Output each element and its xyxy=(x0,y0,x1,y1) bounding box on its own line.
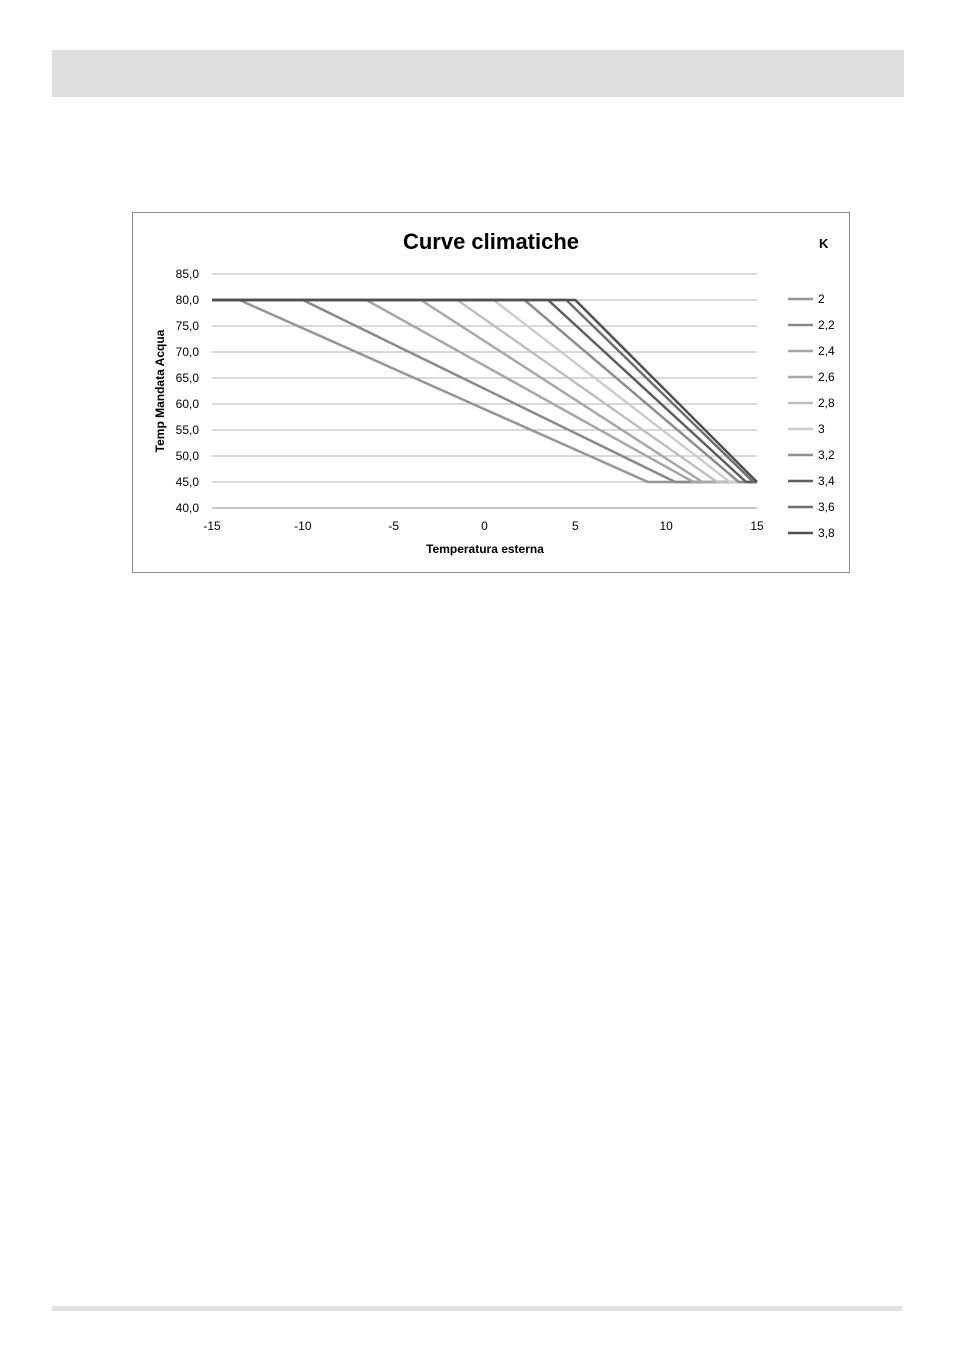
y-tick-label: 55,0 xyxy=(175,423,199,437)
x-tick-label: 15 xyxy=(750,519,764,533)
x-tick-label: 5 xyxy=(571,519,579,533)
y-tick-label: 65,0 xyxy=(175,371,199,385)
y-tick-label: 80,0 xyxy=(175,293,199,307)
series-line-2-6 xyxy=(212,300,757,482)
legend-label: 2,8 xyxy=(818,396,835,410)
legend-label: 3,2 xyxy=(818,448,835,462)
series-line-3 xyxy=(212,300,757,482)
series-line-3-8 xyxy=(212,300,757,482)
legend-label: 3,8 xyxy=(818,526,835,540)
chart-container xyxy=(132,212,850,573)
series-line-3-6 xyxy=(212,300,757,482)
series-lines xyxy=(212,300,757,482)
series-line-2-8 xyxy=(212,300,757,482)
legend-label: 3,6 xyxy=(818,500,835,514)
legend-label: 2,2 xyxy=(818,318,835,332)
legend-title: K xyxy=(819,236,829,251)
series-line-3-4 xyxy=(212,300,757,482)
legend-label: 2 xyxy=(818,292,825,306)
page-footer-line xyxy=(52,1306,902,1311)
y-tick-label: 70,0 xyxy=(175,345,199,359)
x-tick-label: 0 xyxy=(481,519,488,533)
y-tick-label: 85,0 xyxy=(175,267,199,281)
series-line-2 xyxy=(212,300,757,482)
x-axis-title: Temperatura esterna xyxy=(426,542,544,556)
legend-label: 2,6 xyxy=(818,370,835,384)
y-tick-label: 60,0 xyxy=(175,397,199,411)
chart-svg xyxy=(133,213,849,572)
y-axis-title: Temp Mandata Acqua xyxy=(153,329,167,453)
x-tick-label: -15 xyxy=(203,519,221,533)
series-line-2-4 xyxy=(212,300,757,482)
y-tick-label: 45,0 xyxy=(175,475,199,489)
legend xyxy=(788,292,835,540)
y-tick-label: 75,0 xyxy=(175,319,199,333)
series-line-2-2 xyxy=(212,300,757,482)
chart-title: Curve climatiche xyxy=(402,229,580,254)
series-line-3-2 xyxy=(212,300,757,482)
legend-label: 3 xyxy=(818,422,825,436)
x-tick-label: -10 xyxy=(294,519,312,533)
legend-label: 2,4 xyxy=(818,344,835,358)
y-tick-label: 40,0 xyxy=(175,501,199,515)
x-tick-label: 10 xyxy=(659,519,673,533)
y-tick-label: 50,0 xyxy=(175,449,199,463)
legend-label: 3,4 xyxy=(818,474,835,488)
page-header-bar xyxy=(52,50,904,97)
x-tick-label: -5 xyxy=(388,519,400,533)
